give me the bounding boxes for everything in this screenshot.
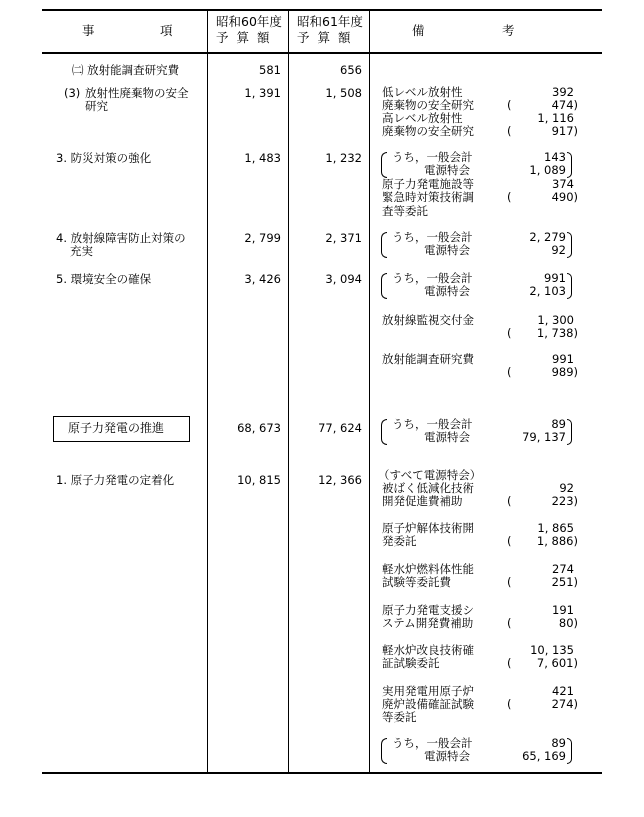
- open-paren: (: [507, 326, 512, 340]
- col-divider-3: [369, 9, 370, 773]
- value-s61: 2, 371: [325, 231, 362, 245]
- remark-text: （すべて電源特会）: [378, 468, 482, 482]
- remark-text: 低レベル放射性: [382, 85, 463, 99]
- remark-value: 1, 886): [536, 534, 578, 548]
- remark-text: 電源特会: [424, 284, 470, 298]
- header-s60-line1: 昭和60年度: [216, 14, 282, 29]
- remark-text: 原子炉解体技術開: [382, 521, 474, 535]
- remark-text: 等委託: [382, 710, 417, 724]
- header-remarks-1: 備: [412, 23, 425, 38]
- remark-value: 2, 279: [529, 230, 566, 244]
- value-s61: 656: [340, 63, 362, 77]
- remark-text: 廃棄物の安全研究: [382, 124, 474, 138]
- remark-text: 実用発電用原子炉: [382, 684, 474, 698]
- remark-value: 10, 135: [530, 643, 574, 657]
- remark-text: 開発促進費補助: [382, 494, 463, 508]
- remark-value: 79, 137: [522, 430, 566, 444]
- remark-value: 1, 089: [529, 163, 566, 177]
- remark-value: 274): [551, 697, 578, 711]
- item-label: 1. 原子力発電の定着化: [56, 473, 175, 487]
- remark-text: 電源特会: [424, 163, 470, 177]
- remark-value: 2, 103: [529, 284, 566, 298]
- remark-value: 191: [552, 603, 574, 617]
- remark-text: 証試験委託: [382, 656, 440, 670]
- item-label: 4. 放射線障害防止対策の: [56, 231, 186, 245]
- top-rule: [42, 9, 602, 11]
- item-label: 充実: [70, 244, 93, 258]
- left-brace: [381, 273, 387, 299]
- item-prefix: (3): [64, 86, 81, 100]
- right-brace: [567, 152, 572, 178]
- left-brace: [381, 152, 387, 178]
- remark-value: 274: [552, 562, 574, 576]
- value-s60: 2, 799: [244, 231, 281, 245]
- item-label: 放射性廃棄物の安全: [85, 86, 189, 100]
- header-s60-line2: 予 算 額: [216, 30, 272, 45]
- remark-value: 143: [544, 150, 566, 164]
- value-s61: 3, 094: [325, 272, 362, 286]
- remark-text: うち，一般会計: [392, 230, 473, 244]
- remark-text: 査等委託: [382, 204, 428, 218]
- remark-value: 1, 738): [536, 326, 578, 340]
- header-remarks-2: 考: [502, 23, 515, 38]
- remark-text: 電源特会: [424, 243, 470, 257]
- remark-value: 65, 169: [522, 749, 566, 763]
- remark-text: ステム開発費補助: [382, 616, 474, 630]
- value-s60: 3, 426: [244, 272, 281, 286]
- col-divider-2: [288, 9, 289, 773]
- remark-value: 1, 116: [537, 111, 574, 125]
- remark-value: 89: [551, 417, 566, 431]
- remark-value: 392: [552, 85, 574, 99]
- open-paren: (: [507, 124, 512, 138]
- remark-text: 被ばく低減化技術: [382, 481, 474, 495]
- remark-text: うち，一般会計: [392, 271, 473, 285]
- remark-text: 高レベル放射性: [382, 111, 463, 125]
- remark-text: 放射線監視交付金: [382, 313, 474, 327]
- remark-value: 490): [551, 190, 578, 204]
- value-s60: 581: [259, 63, 281, 77]
- remark-text: うち，一般会計: [392, 736, 473, 750]
- header-item-2: 項: [160, 23, 173, 38]
- left-brace: [381, 419, 387, 445]
- remark-text: うち，一般会計: [392, 150, 473, 164]
- remark-text: 軽水炉燃料体性能: [382, 562, 474, 576]
- remark-value: 89: [551, 736, 566, 750]
- remark-value: 1, 865: [537, 521, 574, 535]
- remark-text: 放射能調査研究費: [382, 352, 474, 366]
- remark-value: 991: [552, 352, 574, 366]
- col-divider-1: [207, 9, 208, 773]
- remark-text: 電源特会: [424, 430, 470, 444]
- open-paren: (: [507, 697, 512, 711]
- remark-value: 223): [551, 494, 578, 508]
- remark-text: 発委託: [382, 534, 417, 548]
- value-s61: 1, 232: [325, 151, 362, 165]
- value-s60: 68, 673: [237, 421, 281, 435]
- remark-text: 廃棄物の安全研究: [382, 98, 474, 112]
- remark-text: 廃炉設備確証試験: [382, 697, 474, 711]
- value-s60: 1, 391: [244, 86, 281, 100]
- remark-value: 92: [551, 243, 566, 257]
- remark-value: 92: [559, 481, 574, 495]
- left-brace: [381, 738, 387, 764]
- item-label: 研究: [85, 99, 108, 113]
- open-paren: (: [507, 575, 512, 589]
- value-s60: 1, 483: [244, 151, 281, 165]
- section-heading: 原子力発電の推進: [68, 421, 165, 435]
- header-rule: [42, 52, 602, 54]
- remark-text: うち，一般会計: [392, 417, 473, 431]
- value-s61: 77, 624: [318, 421, 362, 435]
- open-paren: (: [507, 616, 512, 630]
- open-paren: (: [507, 656, 512, 670]
- left-brace: [381, 232, 387, 258]
- remark-value: 251): [551, 575, 578, 589]
- value-s61: 1, 508: [325, 86, 362, 100]
- remark-value: 991: [544, 271, 566, 285]
- right-brace: [567, 738, 572, 764]
- value-s60: 10, 815: [237, 473, 281, 487]
- bottom-rule: [42, 772, 602, 774]
- remark-value: 474): [551, 98, 578, 112]
- item-label: 3. 防災対策の強化: [56, 151, 152, 165]
- remark-value: 374: [552, 177, 574, 191]
- remark-text: 試験等委託費: [382, 575, 451, 589]
- remark-value: 80): [558, 616, 578, 630]
- remark-text: 電源特会: [424, 749, 470, 763]
- remark-text: 軽水炉改良技術確: [382, 643, 474, 657]
- value-s61: 12, 366: [318, 473, 362, 487]
- remark-text: 緊急時対策技術調: [382, 190, 474, 204]
- remark-value: 917): [551, 124, 578, 138]
- open-paren: (: [507, 534, 512, 548]
- header-s61-line1: 昭和61年度: [297, 14, 363, 29]
- open-paren: (: [507, 494, 512, 508]
- header-item-1: 事: [82, 23, 95, 38]
- item-label: ㈡ 放射能調査研究費: [72, 63, 180, 77]
- right-brace: [567, 232, 572, 258]
- remark-value: 1, 300: [537, 313, 574, 327]
- remark-value: 7, 601): [536, 656, 578, 670]
- header-s61-line2: 予 算 額: [297, 30, 353, 45]
- remark-text: 原子力発電施設等: [382, 177, 474, 191]
- right-brace: [567, 419, 572, 445]
- remark-text: 原子力発電支援シ: [382, 603, 474, 617]
- item-label: 5. 環境安全の確保: [56, 272, 152, 286]
- remark-value: 989): [551, 365, 578, 379]
- open-paren: (: [507, 98, 512, 112]
- right-brace: [567, 273, 572, 299]
- open-paren: (: [507, 365, 512, 379]
- remark-value: 421: [552, 684, 574, 698]
- open-paren: (: [507, 190, 512, 204]
